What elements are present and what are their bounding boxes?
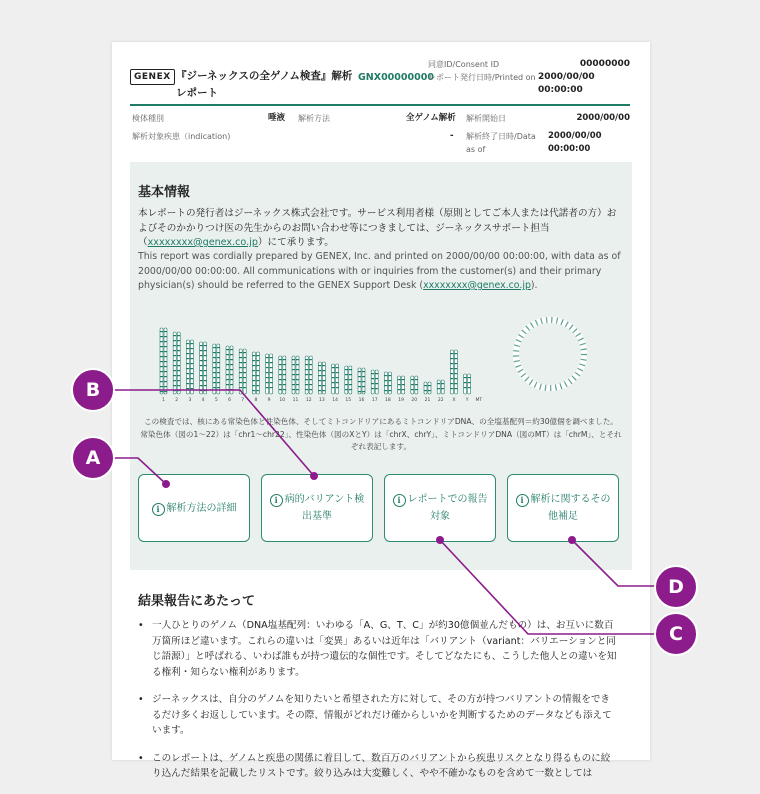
chromosome-label: 17 (371, 398, 378, 403)
callout-badge-a: A (71, 436, 115, 480)
analysis-end-value: 2000/00/00 00:00:00 (548, 131, 602, 154)
chromosome-label: 20 (411, 398, 418, 403)
consent-id-value: 00000000 (579, 59, 630, 69)
chromosome-label: 22 (437, 398, 444, 403)
chromosome-label: 7 (241, 398, 245, 403)
basic-info-japanese: 本レポートの発行者はジーネックス株式会社です。サービス利用者様（原則としてご本人または代諾者の方）およびそのかかりつけ医の先生からのお問い合わせ等につきましては、ジーネックスサポート担当 （xxxxxxxx@genex.co.jp）にて承ります。 (138, 208, 617, 248)
chromosome-label: 14 (332, 398, 338, 403)
caption-line-1: この検査では、核にある常染色体と性染色体、そしてミトコンドリアにあるミトコンドリアDNA、の全塩基配列＝約30億個を調べました。 (144, 417, 618, 426)
list-item: • 一人ひとりのゲノム（DNA塩基配列：いわゆる「A、G、T、C」が約30億個並んだもの）は、お互いに数百万箇所ほど違います。これらの違いは「変異」あるいは近年は「バリアント（variant：バリエーションと同じ語源）」と呼ばれる、いわば誰もが持つ遺伝的な個性です。そしてどなたにも、こうした他人との違いを知る権利・知らない権利があります。 (138, 618, 618, 680)
analysis-method-value: 全ゲノム解析 (406, 113, 456, 123)
chromosome-label: 19 (398, 398, 404, 403)
info-icon: i (270, 494, 283, 507)
sample-type-value: 唾液 (268, 113, 286, 123)
chromosome-label: X (452, 398, 456, 403)
card-label: 解析に関するその他補足 (530, 494, 611, 522)
chromosome-label: 10 (279, 398, 286, 403)
callout-dot-a (162, 480, 170, 488)
sample-type-label: 検体種別 (132, 114, 164, 123)
consent-id-label: 同意ID/Consent ID (428, 60, 500, 69)
results-title: 結果報告にあたって (138, 594, 256, 609)
chromosome-label: 16 (358, 398, 365, 403)
analysis-method-label: 解析方法 (298, 114, 330, 123)
en-suffix: ). (530, 280, 538, 291)
callout-line-d (572, 540, 656, 586)
genex-logo: GENEX (130, 69, 175, 85)
chromosome-label: 11 (292, 398, 299, 403)
callout-dot-d (568, 536, 576, 544)
info-icon: i (152, 503, 165, 516)
chromosome-label: Y (465, 398, 469, 403)
chromosome-label: MT (475, 398, 483, 403)
indication-label: 解析対象疾患（indication) (132, 132, 231, 141)
support-email-link-jp[interactable]: xxxxxxxx@genex.co.jp (147, 237, 258, 248)
callout-dot-c (436, 536, 444, 544)
report-id: GNX00000000 (358, 72, 434, 83)
basic-info-title: 基本情報 (138, 185, 191, 200)
callout-line-c (440, 540, 656, 634)
chromosome-label: 12 (305, 398, 312, 403)
list-item: • このレポートは、ゲノムと疾患の関係に着目して、数百万のバリアントから疾患リスクとなり得るものに絞り込んだ結果を記載したリストです。絞り込みは大変難しく、やや不確かなものを含めて一数としては (138, 751, 618, 782)
chromosome-label: 6 (228, 398, 231, 403)
en-text: This report was cordially prepared by GENEX, Inc. and printed on 2000/00/00 00:00:00, with data as of 2000/00/00 00:00:00. All communications with or inquiries from the customer(s) and their primary physician(s) should be referred to the GENEX Support Desk ( (138, 251, 621, 291)
chromosome-label: 8 (254, 398, 258, 403)
chromosome-label: 3 (188, 398, 192, 403)
info-icon: i (393, 494, 406, 507)
callout-badge-d: D (654, 565, 698, 609)
printed-label: レポート発行日時/Printed on (428, 73, 536, 82)
chromosome-label: 18 (385, 398, 391, 403)
jp-suffix: にて承ります。 (267, 237, 334, 248)
callout-badge-b: B (71, 368, 115, 412)
card-label: 解析方法の詳細 (166, 502, 237, 514)
printed-value: 2000/00/00 00:00:00 (538, 72, 595, 95)
jp-text: 本レポートの発行者はジーネックス株式会社です。サービス利用者様（原則としてご本人または代諾者の方）およびそのかかりつけ医の先生からのお問い合わせ等につきましては、ジーネックスサポート担当 (138, 208, 617, 234)
analysis-start-label: 解析開始日 (466, 114, 506, 123)
analysis-end-label: 解析終了日時/Data as of (466, 132, 536, 154)
callout-badge-c: C (654, 612, 698, 656)
caption-line-2: 常染色体（図の1〜22）は「chr1〜chr22」、性染色体（図のXとY）は「chrX、chrY」、ミトコンドリアDNA（図のMT）は「chrM」、とそれぞれ表記します。 (140, 429, 622, 451)
chromosome-label: 15 (345, 398, 352, 403)
indication-value: - (450, 131, 454, 141)
support-email-link-en[interactable]: xxxxxxxx@genex.co.jp (423, 280, 531, 291)
info-icon: i (516, 494, 529, 507)
chromosome-label: 2 (175, 398, 179, 403)
list-item: • ジーネックスは、自分のゲノムを知りたいと希望された方に対して、その方が持つバリアントの情報をできるだけ多くお返ししています。その際、情報がどれだけ確からしいかを判断するためのデータなども添えています。 (138, 692, 618, 739)
card-label: レポートでの報告対象 (407, 494, 488, 522)
card-label: 病的バリアント検出基準 (284, 494, 365, 522)
callout-line-a (114, 458, 166, 484)
chromosome-label: 13 (319, 398, 325, 403)
chromosome-label: 5 (214, 398, 218, 403)
analysis-start-value: 2000/00/00 (576, 113, 630, 123)
chromosome-label: 1 (162, 398, 165, 403)
chromosome-label: 4 (201, 398, 205, 403)
chromosome-label: 21 (424, 398, 431, 403)
callout-dot-b (310, 472, 318, 480)
report-title: 『ジーネックスの全ゲノム検査』解析レポート (176, 70, 353, 99)
chromosome-label: 9 (267, 398, 271, 403)
